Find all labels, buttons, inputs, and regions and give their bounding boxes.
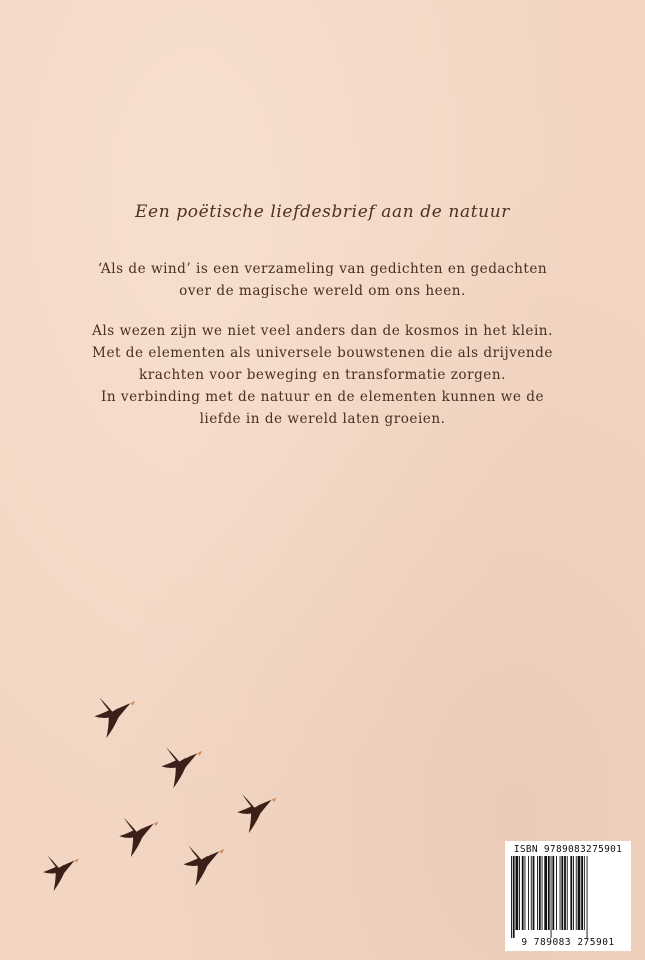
barcode-bar [528, 856, 529, 930]
bird-4 [119, 818, 158, 857]
isbn-barcode [505, 841, 631, 951]
bird-6 [43, 855, 79, 891]
blurb [40, 258, 605, 430]
barcode-bar [567, 856, 568, 930]
barcode-bar [576, 856, 577, 930]
barcode-bar [552, 856, 554, 930]
barcode-bar [516, 856, 519, 930]
barcode-bar [578, 856, 581, 930]
barcode-bar [544, 856, 547, 930]
bird-3 [237, 794, 276, 833]
blurb-line: over de magische wereld om ons heen. [179, 283, 466, 299]
blurb-line: krachten voor beweging en transformatie zorgen. [139, 367, 506, 383]
barcode-bar [511, 856, 512, 938]
barcode-bar [581, 856, 583, 930]
barcode-bar [531, 856, 532, 930]
barcode-bar [560, 856, 561, 930]
paragraph-gap [40, 302, 605, 320]
blurb-line: liefde in de wereld laten groeien. [199, 411, 446, 427]
barcode-bar [548, 856, 550, 930]
barcode-bar [573, 856, 574, 930]
isbn-label: ISBN 9789083275901 [513, 844, 623, 855]
bird-5 [183, 845, 224, 886]
birds-illustration [30, 670, 300, 910]
tagline: Een poëtische liefdesbrief aan de natuur [135, 202, 510, 222]
bird-2 [161, 747, 202, 788]
barcode-bar [570, 856, 572, 930]
barcode-bar [564, 856, 566, 930]
barcode-bar [519, 856, 520, 930]
barcode-bars [509, 856, 627, 938]
barcode-bar [525, 856, 526, 930]
barcode-bar [537, 856, 538, 930]
bird-1 [94, 697, 135, 738]
blurb-line: ‘Als de wind’ is een verzameling van gedichten en gedachten [97, 261, 548, 277]
barcode-bar [587, 856, 588, 938]
blurb-line: Met de elementen als universele bouwstenen die als drijvende [92, 345, 553, 361]
blurb-line: Als wezen zijn we niet veel anders dan de kosmos in het klein. [92, 323, 553, 339]
barcode-bar [539, 856, 541, 930]
barcode-digits: 9 789083 275901 [521, 937, 615, 948]
blurb-line: In verbinding met de natuur en de elementen kunnen we de [100, 389, 544, 405]
barcode-bar [561, 856, 563, 930]
barcode-bar [522, 856, 524, 930]
barcode-bar [533, 856, 535, 930]
barcode-bar [584, 856, 585, 930]
barcode-bar [551, 856, 552, 938]
barcode-bar [556, 856, 557, 930]
barcode-bar [542, 856, 543, 930]
barcode-bar [513, 856, 515, 938]
